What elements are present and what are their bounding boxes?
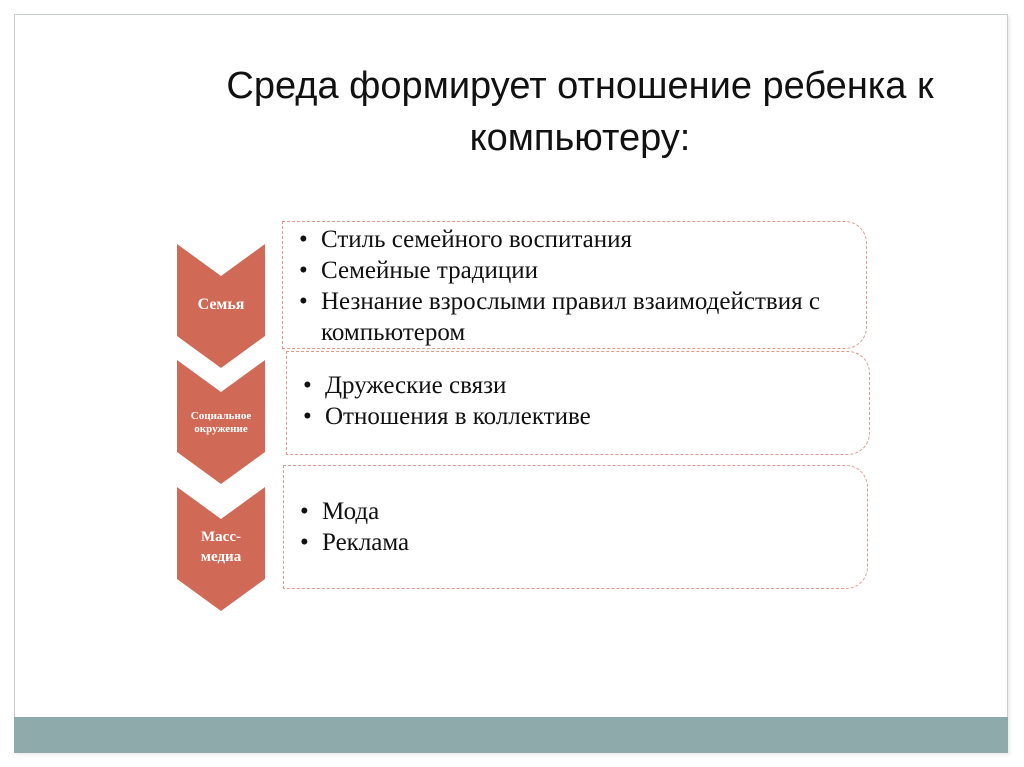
social-item-1: • Дружеские связи [301,370,861,401]
chevron-media [177,487,265,611]
bottom-band [14,717,1008,753]
media-item-2: • Реклама [298,527,858,558]
family-item-3: • Незнание взрослыми правил взаимодействия с компьютером [297,286,857,348]
chevron-media-label-2: медиа [200,549,242,565]
media-box [283,465,868,589]
family-item-1: • Стиль семейного воспитания [297,224,857,255]
social-box [286,351,870,455]
family-item-2: • Семейные традиции [297,255,857,286]
slide-title: Среда формирует отношение ребенка к компьютеру: [226,65,934,159]
chevron-family-label: Семья [197,296,245,313]
family-box [282,221,867,349]
chevron-family [177,244,265,368]
social-item-2: • Отношения в коллективе [301,401,861,432]
media-item-1: • Мода [298,496,858,527]
chevron-social [177,360,265,484]
chevron-media-label-1: Масс- [201,529,241,545]
chevron-social-shape [177,360,265,484]
chevron-social-label-2: окружение [194,423,248,435]
chevron-social-label-1: Социальное [190,410,252,422]
